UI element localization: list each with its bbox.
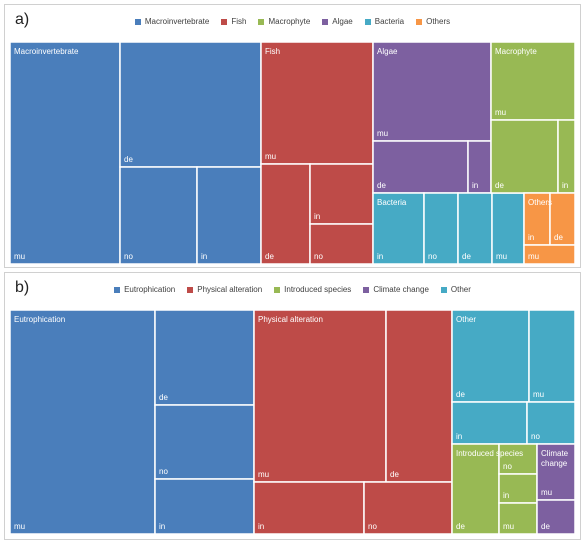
cell-label: in bbox=[562, 181, 569, 190]
legend-label: Other bbox=[450, 285, 471, 294]
legend-label: Macroinvertebrate bbox=[144, 17, 210, 26]
cell-label: de bbox=[554, 233, 563, 242]
group-label: Others bbox=[528, 198, 553, 207]
panel-label: a) bbox=[15, 11, 30, 28]
group-label: change bbox=[541, 459, 568, 468]
legend-label: Others bbox=[426, 17, 451, 26]
group-label: Macrophyte bbox=[495, 47, 537, 56]
treemap-cell bbox=[155, 310, 254, 405]
cell-label: in bbox=[456, 432, 463, 441]
treemap-cell bbox=[155, 479, 254, 534]
treemap-cell bbox=[452, 402, 527, 444]
treemap-cell bbox=[529, 310, 575, 402]
group-label: Macroinvertebrate bbox=[14, 47, 79, 56]
treemap-cell bbox=[373, 42, 491, 141]
cell-label: in bbox=[258, 522, 265, 531]
cell-label: de bbox=[124, 155, 133, 164]
cell-label: no bbox=[314, 252, 323, 261]
treemap-cell bbox=[120, 167, 197, 264]
cell-label: de bbox=[377, 181, 386, 190]
treemap-plot bbox=[5, 273, 582, 541]
group-label: Physical alteration bbox=[258, 315, 323, 324]
cell-label: in bbox=[201, 252, 208, 261]
cell-label: mu bbox=[533, 390, 545, 399]
group-label: Climate bbox=[541, 449, 569, 458]
panel-label: b) bbox=[15, 279, 30, 296]
cell-label: in bbox=[377, 252, 384, 261]
cell-label: mu bbox=[265, 152, 277, 161]
treemap-cell bbox=[364, 482, 452, 534]
legend-label: Macrophyte bbox=[268, 17, 311, 26]
cell-label: no bbox=[503, 462, 512, 471]
treemap-panel-b bbox=[4, 272, 581, 540]
cell-label: mu bbox=[496, 252, 508, 261]
cell-label: de bbox=[390, 470, 399, 479]
cell-label: in bbox=[314, 212, 321, 221]
cell-label: de bbox=[495, 181, 504, 190]
cell-label: no bbox=[428, 252, 437, 261]
treemap-cell bbox=[120, 42, 261, 167]
treemap-cell bbox=[10, 310, 155, 534]
cell-label: in bbox=[472, 181, 479, 190]
cell-label: no bbox=[531, 432, 540, 441]
group-label: Algae bbox=[377, 47, 398, 56]
cell-label: de bbox=[462, 252, 471, 261]
legend-label: Algae bbox=[332, 17, 353, 26]
cell-label: in bbox=[159, 522, 166, 531]
cell-label: no bbox=[159, 467, 168, 476]
cell-label: de bbox=[541, 522, 550, 531]
cell-label: no bbox=[124, 252, 133, 261]
group-label: Introduced species bbox=[456, 449, 524, 458]
legend-label: Physical alteration bbox=[197, 285, 263, 294]
cell-label: de bbox=[456, 390, 465, 399]
cell-label: mu bbox=[495, 108, 507, 117]
legend-label: Eutrophication bbox=[124, 285, 176, 294]
cell-label: in bbox=[503, 491, 510, 500]
cell-label: mu bbox=[14, 252, 26, 261]
cell-label: mu bbox=[377, 129, 389, 138]
treemap-cell bbox=[261, 164, 310, 264]
cell-label: mu bbox=[14, 522, 26, 531]
treemap-cell bbox=[155, 405, 254, 479]
legend-label: Bacteria bbox=[374, 17, 405, 26]
treemap-plot bbox=[5, 5, 582, 269]
treemap-cell bbox=[386, 310, 452, 482]
legend-label: Climate change bbox=[373, 285, 429, 294]
cell-label: no bbox=[368, 522, 377, 531]
group-label: Fish bbox=[265, 47, 281, 56]
treemap-cell bbox=[373, 141, 468, 193]
cell-label: de bbox=[456, 522, 465, 531]
treemap-panel-a bbox=[4, 4, 581, 268]
group-label: Eutrophication bbox=[14, 315, 66, 324]
treemap-cell bbox=[261, 42, 373, 164]
treemap-cell bbox=[10, 42, 120, 264]
cell-label: mu bbox=[528, 252, 540, 261]
cell-label: mu bbox=[503, 522, 515, 531]
cell-label: mu bbox=[258, 470, 270, 479]
treemap-cell bbox=[197, 167, 261, 264]
group-label: Other bbox=[456, 315, 477, 324]
group-label: Bacteria bbox=[377, 198, 407, 207]
legend-label: Fish bbox=[231, 17, 247, 26]
cell-label: mu bbox=[541, 488, 553, 497]
treemap-cell bbox=[254, 310, 386, 482]
legend-label: Introduced species bbox=[284, 285, 352, 294]
treemap-cell bbox=[254, 482, 364, 534]
cell-label: de bbox=[265, 252, 274, 261]
cell-label: in bbox=[528, 233, 535, 242]
cell-label: de bbox=[159, 393, 168, 402]
